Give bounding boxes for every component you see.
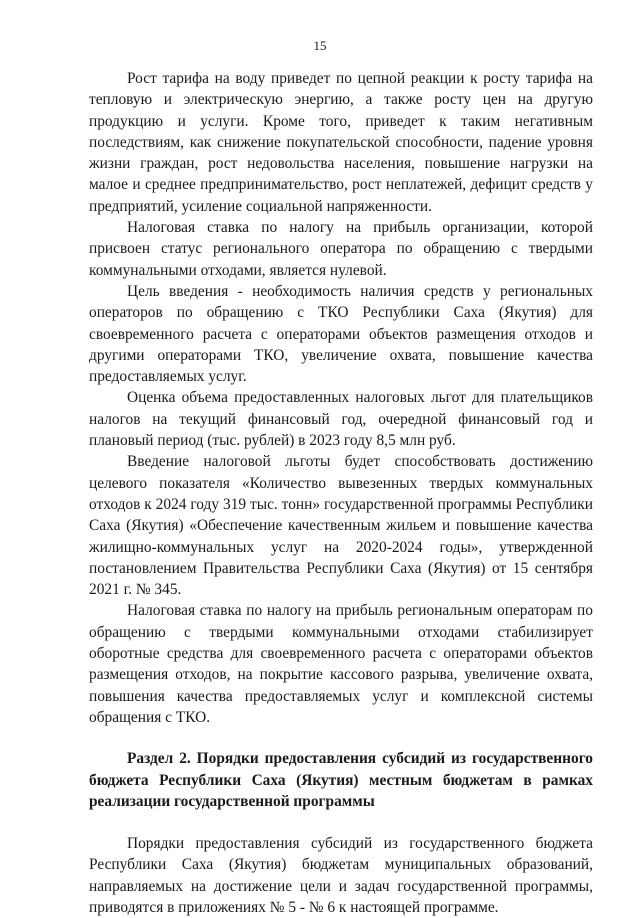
paragraph-purpose: Цель введения - необходимость наличия средств у региональных операторов по обращению с ТКО Республики Саха (Якутия) для своевременного расчета с операторами объектов размещения отходов и другими операторами ТКО, увеличение охвата, повышение качества предоставляемых услуг. <box>89 282 593 386</box>
paragraph-tax-rate-zero: Налоговая ставка по налогу на прибыль организации, которой присвоен статус регионального оператора по обращению с твердыми коммунальными отходами, является нулевой. <box>89 219 593 279</box>
paragraph-stabilization: Налоговая ставка по налогу на прибыль региональным операторам по обращению с твердыми коммунальными отходами стабилизирует оборотные средства для своевременного расчета с операторами объектов размещения отходов, на покрытие кассового разрыва, увеличение охвата, повышения качества предоставляемых услуг и комплексной системы обращения с ТКО. <box>89 602 593 726</box>
section-heading: Раздел 2. Порядки предоставления субсидий из государственного бюджета Республики Саха (Якутия) местным бюджетам в рамках реализации государственной программы <box>89 750 593 810</box>
page-number: 15 <box>313 38 327 53</box>
paragraph-tariff-impact: Рост тарифа на воду приведет по цепной реакции к росту тарифа на тепловую и электрическую энергию, а также росту цен на другую продукцию и услуги. Кроме того, приведет к таким негативным последствиям, как снижение покупательской способности, падение уровня жизни граждан, рост недовольства населения, повышение нагрузки на малое и среднее предпринимательство, рост неплатежей, дефицит средств у предприятий, усиление социальной напряженности. <box>89 70 593 215</box>
document-body <box>89 68 593 918</box>
paragraph-target-indicator: Введение налоговой льготы будет способствовать достижению целевого показателя «Количество вывезенных твердых коммунальных отходов к 2024 году 319 тыс. тонн» государственной программы Республики Саха (Якутия) «Обеспечение качественным жильем и повышение качества жилищно-коммунальных услуг на 2020-2024 годы», утвержденной постановлением Правительства Республики Саха (Якутия) от 15 сентября 2021 г. № 345. <box>89 453 593 599</box>
paragraph-subsidy-procedures: Порядки предоставления субсидий из государственного бюджета Республики Саха (Якутия) бюджетам муниципальных образований, направляемых на достижение цели и задач государственной программы, приводятся в приложениях № 5 - № 6 к настоящей программе. <box>89 835 593 916</box>
paragraph-benefit-estimate: Оценка объема предоставленных налоговых льгот для плательщиков налогов на текущий финансовый год, очередной финансовый год и плановый период (тыс. рублей) в 2023 году 8,5 млн руб. <box>89 389 593 450</box>
